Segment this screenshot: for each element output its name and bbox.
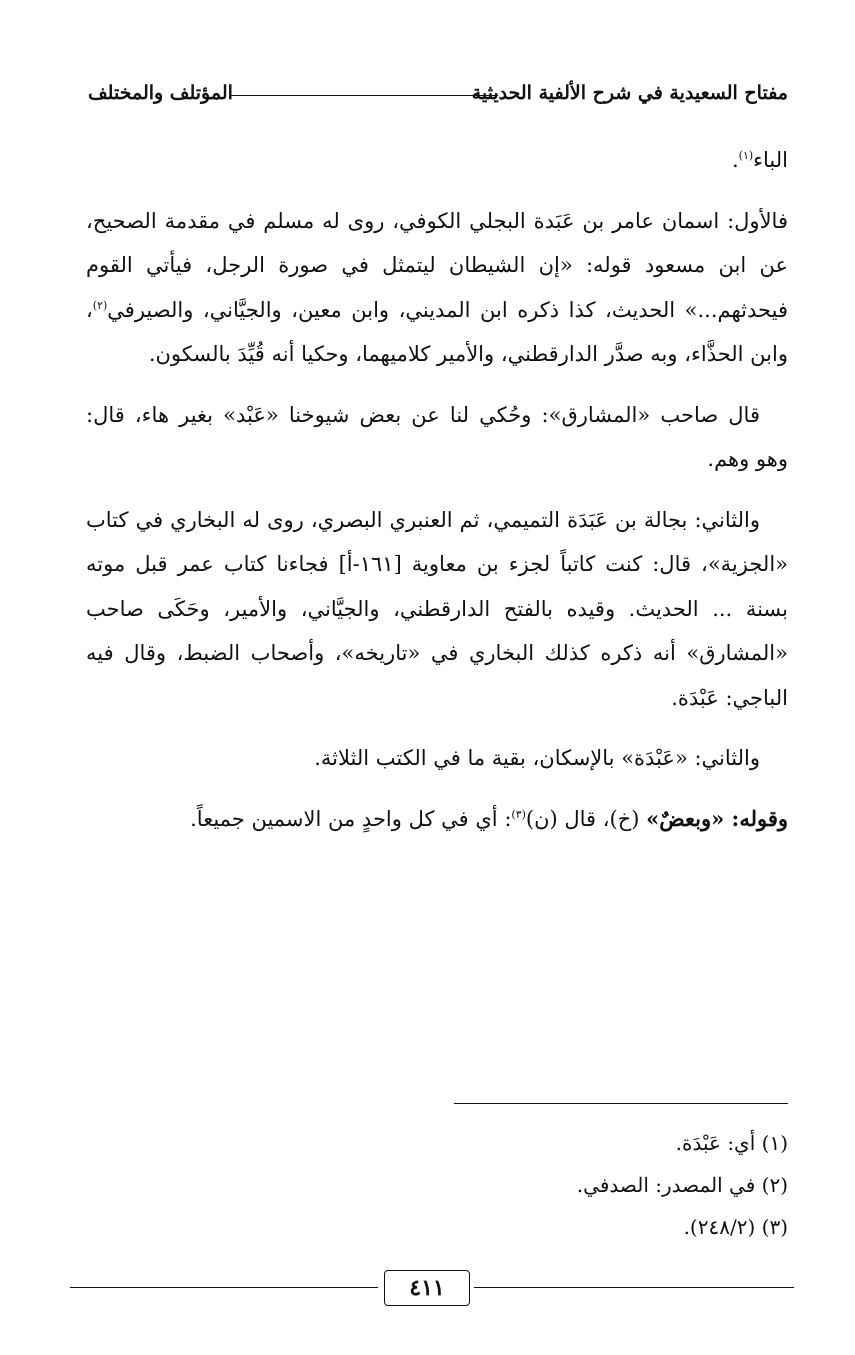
header-rule bbox=[230, 95, 498, 96]
footnotes bbox=[86, 1122, 788, 1248]
page-number: ٤١١ bbox=[384, 1270, 470, 1306]
paragraph-1 bbox=[86, 138, 788, 183]
footer-rule-right bbox=[474, 1287, 794, 1288]
footnote-1: (١) أي: عَبْدَة. bbox=[675, 1131, 788, 1155]
footnote-separator bbox=[454, 1103, 788, 1104]
paragraph-5: والثاني: «عَبْدَة» بالإسكان، بقية ما في الكتب الثلاثة. bbox=[314, 746, 760, 770]
running-header bbox=[88, 80, 788, 116]
chapter-title: المؤتلف والمختلف bbox=[88, 82, 233, 104]
paragraph-6 bbox=[86, 797, 788, 842]
footer-rule-left bbox=[70, 1287, 378, 1288]
paragraph-6-text-a: (خ)، قال (ن) bbox=[525, 806, 647, 831]
paragraph-6-text-b: : أي في كل واحدٍ من الاسمين جميعاً. bbox=[190, 806, 512, 831]
footnote-ref-2: (٢) bbox=[92, 298, 108, 312]
paragraph-3: قال صاحب «المشارق»: وحُكي لنا عن بعض شيوخنا «عَبْد» بغير هاء، قال: وهو وهم. bbox=[86, 402, 788, 471]
paragraph-1-end: . bbox=[731, 148, 739, 172]
paragraph-1-text: الباء bbox=[753, 148, 788, 172]
footnote-ref-1: (١) bbox=[738, 149, 754, 162]
footnote-ref-3: (٣) bbox=[511, 807, 526, 821]
paragraph-2-text-b: ، وابن الحذَّاء، وبه صدَّر الدارقطني، والأمير كلاميهما، وحكيا أنه قُيِّدَ بالسكون. bbox=[86, 297, 788, 366]
footnote-3: (٣) (٢٤٨/٢). bbox=[683, 1215, 788, 1239]
paragraph-2 bbox=[86, 199, 788, 377]
footnote-2: (٢) في المصدر: الصدفي. bbox=[576, 1173, 788, 1197]
paragraph-2-text-a: فالأول: اسمان عامر بن عَبَدة البجلي الكوفي، روى له مسلم في مقدمة الصحيح، عن ابن مسعود قوله: «إن الشيطان ليتمثل في صورة الرجل، فيأتي القوم فيحدثهم...» الحديث، كذا ذكره ابن المديني، وابن معين، والجيَّاني، والصيرفي bbox=[86, 208, 788, 322]
paragraph-4: والثاني: بجالة بن عَبَدَة التميمي، ثم العنبري البصري، روى له البخاري في كتاب «الجزية»، قال: كنت كاتباً لجزء بن معاوية [١٦١-أ] فجاءنا كتاب عمر قبل موته بسنة ... الحديث. وقيده بالفتح الدارقطني، والجيَّاني، والأمير، وحَكَى صاحب «المشارق» أنه ذكره كذلك البخاري في «تاريخه»، وأصحاب الضبط، وقال فيه الباجي: عَبْدَة. bbox=[86, 507, 789, 710]
paragraph-6-lemma: وقوله: «وبعضٌ» bbox=[646, 805, 788, 831]
main-text bbox=[86, 138, 788, 857]
page-footer bbox=[70, 1268, 794, 1308]
book-title: مفتاح السعيدية في شرح الألفية الحديثية bbox=[471, 82, 788, 104]
